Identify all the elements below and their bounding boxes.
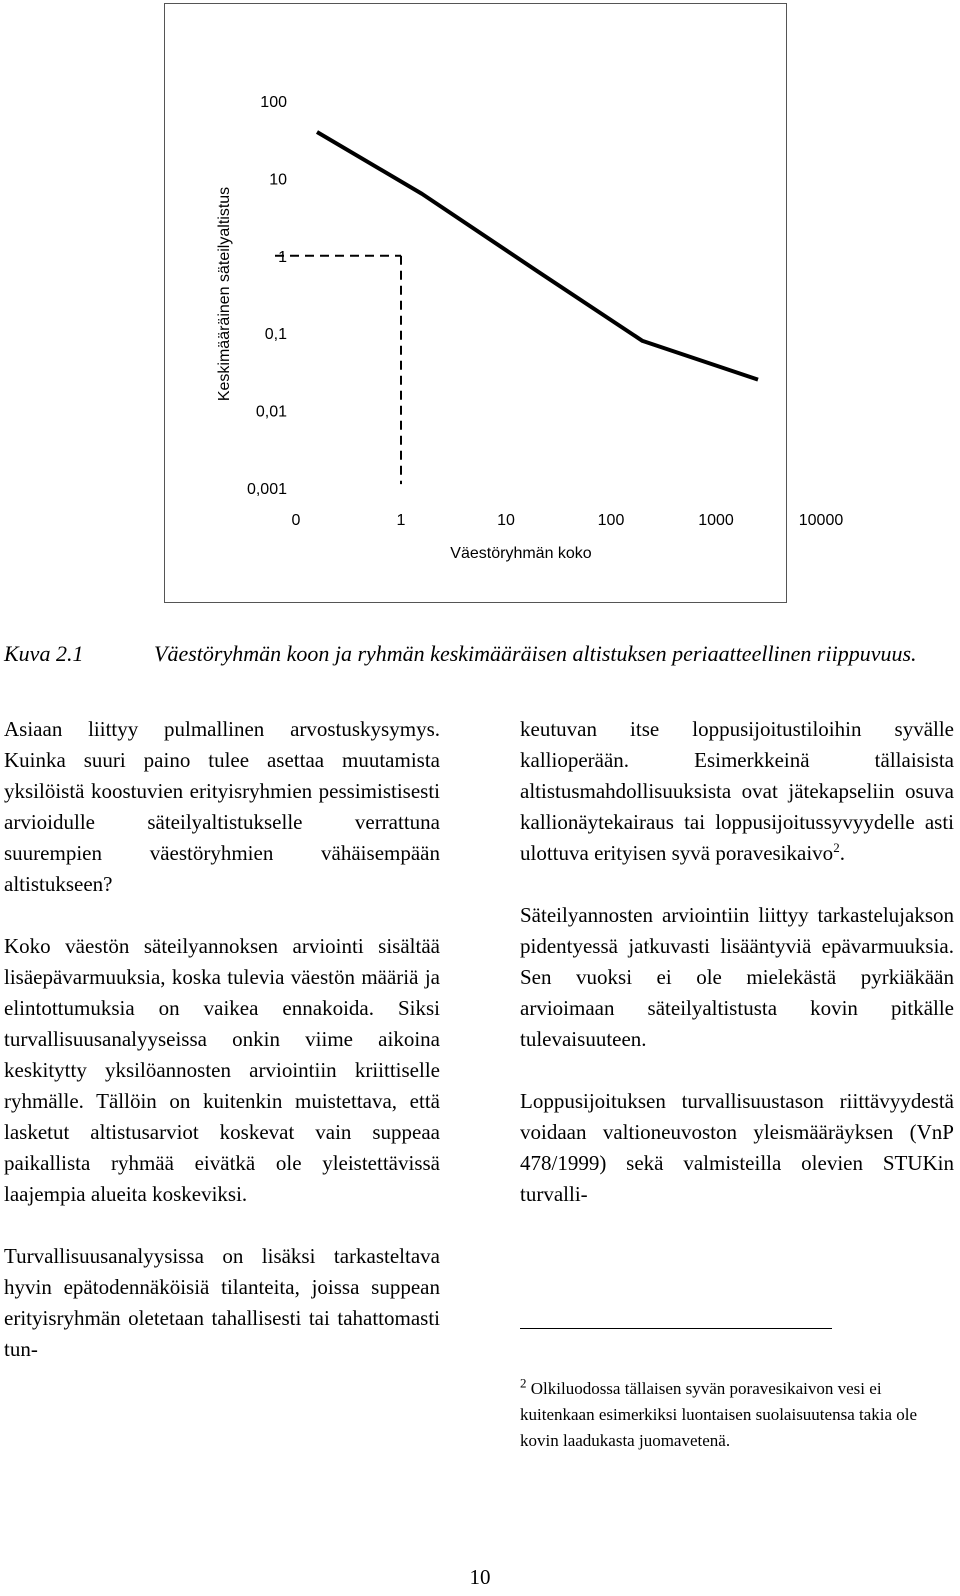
- x-tick-label: 0: [291, 512, 301, 529]
- left-paragraph-1: Asiaan liittyy pulmallinen arvostuskysymys. Kuinka suuri paino tulee asettaa muutamista yksilöistä koostuvien erityisryhmien pessimistisesti arvioidulle säteilyaltistukselle verrattuna suurempien väestöryhmien vähäisempään altistukseen?: [4, 717, 440, 896]
- right-paragraph-2: Säteilyannosten arviointiin liittyy tarkastelujakson pidentyessä jatkuvasti lisääntyviä epävarmuuksia. Sen vuoksi ei ole mielekästä pyrkiäkään arvioimaan säteilyaltistusta kovin pitkälle tulevaisuuteen.: [520, 903, 954, 1051]
- figure-caption: [4, 640, 956, 668]
- y-axis-title: Keskimääräinen säteilyaltistus: [216, 186, 233, 402]
- y-tick-label: 100: [260, 94, 287, 111]
- x-tick-label: 100: [597, 512, 625, 529]
- y-tick-label: 0,001: [246, 481, 287, 498]
- right-paragraph-1-end: .: [839, 841, 845, 865]
- x-tick-label: 1000: [698, 512, 734, 529]
- y-tick-label: 0,01: [255, 403, 287, 421]
- footnote-mark: 2: [520, 1375, 527, 1391]
- caption-text: Väestöryhmän koon ja ryhmän keskimääräisen altistuksen periaatteellinen riippuvuus.: [154, 641, 917, 666]
- page-number: 10: [469, 1565, 491, 1589]
- caption-number: Kuva 2.1: [4, 641, 84, 666]
- chart: [165, 4, 844, 604]
- footnote-divider: [520, 1328, 832, 1329]
- footnote: [520, 1376, 940, 1454]
- figure-frame: [164, 3, 844, 603]
- right-paragraph-1-text: keutuvan itse loppusijoitustiloihin syvälle kallioperään. Esimerkkeinä tällaisista altistusmahdollisuuksista ovat jätekapseliin osuva kallionäytekairaus tai loppusijoitussyvyydelle asti ulottuva erityisen syvä poravesikaivo: [520, 717, 954, 865]
- x-tick-label: 10: [497, 512, 515, 529]
- left-paragraph-3: Turvallisuusanalyysissa on lisäksi tarkasteltava hyvin epätodennäköisiä tilanteita, joissa suppean erityisryhmän oletetaan tahallisesti tai tahattomasti tun-: [4, 1244, 440, 1361]
- footnote-text: Olkiluodossa tällaisen syvän poravesikaivon vesi ei kuitenkaan esimerkiksi luontaisen suolaisuutensa takia ole kovin laadukasta juomavetenä.: [520, 1379, 918, 1450]
- right-paragraph-3: Loppusijoituksen turvallisuustason riittävyydestä voidaan valtioneuvoston yleismääräyksen (VnP 478/1999) sekä valmisteilla olevien STUKin turvalli-: [520, 1089, 954, 1206]
- y-tick-label: 0,1: [264, 326, 287, 344]
- x-axis-title: Väestöryhmän koko: [450, 545, 592, 562]
- left-column: [4, 714, 440, 1396]
- right-paragraph-1: [520, 714, 954, 869]
- x-tick-label: 1: [396, 512, 406, 529]
- right-column: [520, 714, 954, 1241]
- y-tick-label: 10: [269, 171, 287, 189]
- footnote-reference: 2: [833, 840, 840, 855]
- x-tick-label: 10000: [798, 512, 844, 529]
- y-tick-label: 1: [278, 248, 287, 266]
- left-paragraph-2: Koko väestön säteilyannoksen arviointi sisältää lisäepävarmuuksia, koska tulevia väestön määriä ja elintottumuksia on vaikea ennakoida. Siksi turvallisuusanalyyseissa onkin viime aikoina keskitytty yksilöannosten arviointiin kriittiselle ryhmälle. Tällöin on kuitenkin muistettava, että lasketut altistusarviot koskevat vain suppeaa paikallista ryhmää eivätkä ole yleistettävissä laajempia alueita koskeviksi.: [4, 934, 440, 1206]
